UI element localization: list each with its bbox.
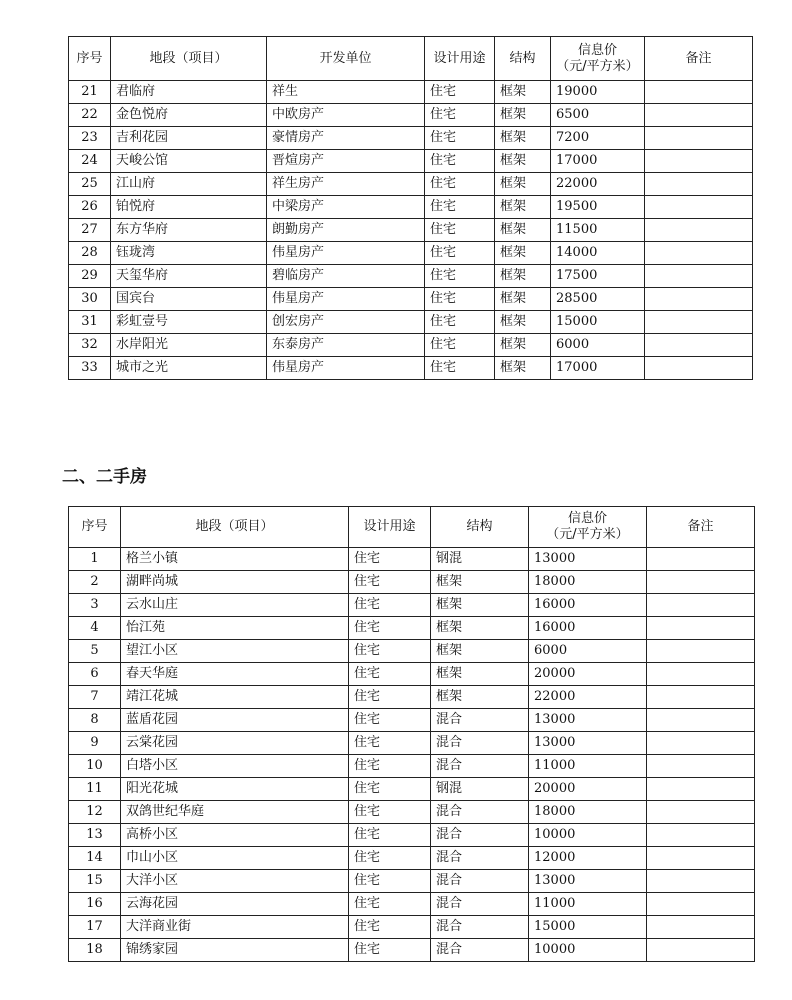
row-number: 1 (69, 548, 121, 571)
table-row (69, 334, 753, 357)
table-cell (645, 334, 753, 357)
table-cell: 住宅 (425, 288, 495, 311)
table-cell (647, 686, 755, 709)
table-row (69, 81, 753, 104)
table-cell (647, 709, 755, 732)
table-cell: 框架 (495, 127, 551, 150)
table-cell: 混合 (431, 732, 529, 755)
table-cell: 13000 (529, 548, 647, 571)
table-cell: 15000 (551, 311, 645, 334)
table-cell: 住宅 (425, 357, 495, 380)
table-cell: 住宅 (425, 173, 495, 196)
table-cell: 住宅 (349, 847, 431, 870)
table-cell (647, 594, 755, 617)
table-cell: 框架 (431, 594, 529, 617)
column-header: 序号 (69, 507, 121, 548)
table-cell: 钢混 (431, 548, 529, 571)
table-cell: 天峻公馆 (111, 150, 267, 173)
table-cell: 东方华府 (111, 219, 267, 242)
table-cell: 伟星房产 (267, 288, 425, 311)
table-row (69, 571, 755, 594)
table-cell (647, 870, 755, 893)
row-number: 32 (69, 334, 111, 357)
table-cell: 16000 (529, 594, 647, 617)
table-cell: 白塔小区 (121, 755, 349, 778)
table-cell: 住宅 (425, 265, 495, 288)
table-cell: 钰珑湾 (111, 242, 267, 265)
table-cell (645, 81, 753, 104)
table-row (69, 663, 755, 686)
row-number: 12 (69, 801, 121, 824)
table-row (69, 288, 753, 311)
table-row (69, 824, 755, 847)
table-cell: 铂悦府 (111, 196, 267, 219)
column-header: 设计用途 (425, 37, 495, 81)
table-cell: 湖畔尚城 (121, 571, 349, 594)
row-number: 24 (69, 150, 111, 173)
table-cell: 18000 (529, 801, 647, 824)
row-number: 5 (69, 640, 121, 663)
table-cell: 住宅 (349, 732, 431, 755)
table-cell: 祥生 (267, 81, 425, 104)
table-cell: 住宅 (349, 686, 431, 709)
table-cell: 11000 (529, 893, 647, 916)
table-cell: 高桥小区 (121, 824, 349, 847)
table-cell: 框架 (495, 173, 551, 196)
column-header: 备注 (645, 37, 753, 81)
table-cell (645, 173, 753, 196)
table-row (69, 173, 753, 196)
table-cell: 蓝盾花园 (121, 709, 349, 732)
table-row (69, 127, 753, 150)
table-row (69, 548, 755, 571)
table-cell: 17000 (551, 357, 645, 380)
table-cell (647, 755, 755, 778)
table-cell: 住宅 (425, 219, 495, 242)
table-header-row (69, 37, 753, 81)
row-number: 10 (69, 755, 121, 778)
table-cell: 混合 (431, 870, 529, 893)
table-cell: 住宅 (425, 104, 495, 127)
table-cell: 锦绣家园 (121, 939, 349, 962)
table-cell: 国宾台 (111, 288, 267, 311)
row-number: 23 (69, 127, 111, 150)
table-cell: 金色悦府 (111, 104, 267, 127)
table-cell: 17500 (551, 265, 645, 288)
table-cell: 框架 (431, 663, 529, 686)
second-hand-house-table (68, 506, 755, 962)
row-number: 16 (69, 893, 121, 916)
table-cell: 22000 (529, 686, 647, 709)
table-cell: 10000 (529, 939, 647, 962)
table-cell: 住宅 (349, 893, 431, 916)
table-cell: 20000 (529, 778, 647, 801)
table-cell: 城市之光 (111, 357, 267, 380)
table-row (69, 104, 753, 127)
table-cell: 巾山小区 (121, 847, 349, 870)
row-number: 33 (69, 357, 111, 380)
table-row (69, 709, 755, 732)
table-cell: 18000 (529, 571, 647, 594)
table-cell: 格兰小镇 (121, 548, 349, 571)
table-cell: 11500 (551, 219, 645, 242)
row-number: 4 (69, 617, 121, 640)
table-cell: 住宅 (349, 824, 431, 847)
table-row (69, 219, 753, 242)
table-cell (647, 548, 755, 571)
table-cell: 7200 (551, 127, 645, 150)
table-cell (645, 242, 753, 265)
table-cell: 祥生房产 (267, 173, 425, 196)
column-header: 备注 (647, 507, 755, 548)
table-cell: 住宅 (349, 709, 431, 732)
row-number: 25 (69, 173, 111, 196)
table-cell: 框架 (495, 196, 551, 219)
table-cell: 住宅 (425, 81, 495, 104)
table-cell: 朗勤房产 (267, 219, 425, 242)
table-cell (647, 824, 755, 847)
table-cell: 20000 (529, 663, 647, 686)
row-number: 6 (69, 663, 121, 686)
table-cell: 6500 (551, 104, 645, 127)
row-number: 11 (69, 778, 121, 801)
table-cell (647, 801, 755, 824)
table-cell: 创宏房产 (267, 311, 425, 334)
new-house-table (68, 36, 753, 380)
column-header: 开发单位 (267, 37, 425, 81)
table-cell: 19000 (551, 81, 645, 104)
table-cell: 水岸阳光 (111, 334, 267, 357)
row-number: 29 (69, 265, 111, 288)
row-number: 21 (69, 81, 111, 104)
row-number: 22 (69, 104, 111, 127)
row-number: 26 (69, 196, 111, 219)
table-cell: 6000 (529, 640, 647, 663)
table-cell: 13000 (529, 709, 647, 732)
table-cell: 框架 (431, 640, 529, 663)
table-cell: 17000 (551, 150, 645, 173)
row-number: 14 (69, 847, 121, 870)
table-cell: 碧临房产 (267, 265, 425, 288)
table-cell: 13000 (529, 870, 647, 893)
table-row (69, 686, 755, 709)
table-cell: 住宅 (349, 939, 431, 962)
table-row (69, 916, 755, 939)
table-cell: 东泰房产 (267, 334, 425, 357)
table-cell: 住宅 (425, 242, 495, 265)
table-cell: 19500 (551, 196, 645, 219)
row-number: 17 (69, 916, 121, 939)
table-cell: 伟星房产 (267, 357, 425, 380)
table-cell: 住宅 (425, 334, 495, 357)
table-row (69, 893, 755, 916)
table-cell (645, 311, 753, 334)
table-row (69, 939, 755, 962)
column-header: 信息价 （元/平方米） (529, 507, 647, 548)
table-cell: 住宅 (425, 196, 495, 219)
table-cell (645, 127, 753, 150)
row-number: 28 (69, 242, 111, 265)
table-cell: 大洋商业街 (121, 916, 349, 939)
table-cell: 框架 (495, 219, 551, 242)
table-cell (645, 357, 753, 380)
table-cell: 望江小区 (121, 640, 349, 663)
table-cell: 10000 (529, 824, 647, 847)
table-cell: 15000 (529, 916, 647, 939)
table-cell (647, 893, 755, 916)
table-cell: 春天华庭 (121, 663, 349, 686)
table-cell: 框架 (495, 242, 551, 265)
table-cell: 伟星房产 (267, 242, 425, 265)
table-cell: 22000 (551, 173, 645, 196)
table-cell (647, 571, 755, 594)
table-cell: 彩虹壹号 (111, 311, 267, 334)
table-cell: 云棠花园 (121, 732, 349, 755)
table-cell: 江山府 (111, 173, 267, 196)
row-number: 31 (69, 311, 111, 334)
table-cell: 住宅 (349, 617, 431, 640)
column-header: 结构 (495, 37, 551, 81)
table-cell: 住宅 (349, 548, 431, 571)
table-cell: 混合 (431, 847, 529, 870)
table-cell: 框架 (431, 686, 529, 709)
table-row (69, 196, 753, 219)
table-cell (647, 663, 755, 686)
table-cell: 云水山庄 (121, 594, 349, 617)
table-cell: 框架 (495, 81, 551, 104)
table-cell: 住宅 (349, 778, 431, 801)
table-cell: 框架 (495, 288, 551, 311)
table-cell: 云海花园 (121, 893, 349, 916)
row-number: 15 (69, 870, 121, 893)
table-row (69, 640, 755, 663)
table-cell: 框架 (495, 334, 551, 357)
table-cell: 框架 (431, 617, 529, 640)
table-cell: 28500 (551, 288, 645, 311)
row-number: 18 (69, 939, 121, 962)
table-cell (647, 847, 755, 870)
table-row (69, 732, 755, 755)
table-cell: 双鸽世纪华庭 (121, 801, 349, 824)
table-cell: 混合 (431, 824, 529, 847)
table-cell: 大洋小区 (121, 870, 349, 893)
table-cell: 住宅 (349, 640, 431, 663)
table-cell: 13000 (529, 732, 647, 755)
column-header: 信息价 （元/平方米） (551, 37, 645, 81)
table-cell: 天玺华府 (111, 265, 267, 288)
table-cell: 住宅 (425, 127, 495, 150)
row-number: 2 (69, 571, 121, 594)
table-cell: 框架 (495, 265, 551, 288)
column-header: 设计用途 (349, 507, 431, 548)
table-row (69, 594, 755, 617)
table-row (69, 870, 755, 893)
table-cell (647, 939, 755, 962)
table-cell: 吉利花园 (111, 127, 267, 150)
table-row (69, 847, 755, 870)
table-row (69, 778, 755, 801)
table-cell: 混合 (431, 755, 529, 778)
table-cell: 中欧房产 (267, 104, 425, 127)
table-row (69, 242, 753, 265)
table-cell: 混合 (431, 939, 529, 962)
table-cell (647, 778, 755, 801)
table-cell: 钢混 (431, 778, 529, 801)
table-cell: 混合 (431, 916, 529, 939)
table-cell: 住宅 (425, 311, 495, 334)
table-cell: 混合 (431, 893, 529, 916)
table-cell: 16000 (529, 617, 647, 640)
table-cell: 怡江苑 (121, 617, 349, 640)
table-header-row (69, 507, 755, 548)
table-cell: 混合 (431, 801, 529, 824)
table-cell: 12000 (529, 847, 647, 870)
table-cell: 晋煊房产 (267, 150, 425, 173)
table-cell (647, 916, 755, 939)
table-cell: 框架 (495, 150, 551, 173)
table-cell: 住宅 (349, 663, 431, 686)
table-cell: 混合 (431, 709, 529, 732)
table-row (69, 801, 755, 824)
table-row (69, 150, 753, 173)
table-cell (645, 104, 753, 127)
table-cell (647, 732, 755, 755)
table-cell: 6000 (551, 334, 645, 357)
table-cell (645, 288, 753, 311)
column-header: 地段（项目） (121, 507, 349, 548)
table-cell: 住宅 (349, 870, 431, 893)
column-header: 结构 (431, 507, 529, 548)
table-cell: 框架 (495, 104, 551, 127)
column-header: 序号 (69, 37, 111, 81)
table-row (69, 755, 755, 778)
table-row (69, 311, 753, 334)
row-number: 9 (69, 732, 121, 755)
table-cell: 豪情房产 (267, 127, 425, 150)
column-header: 地段（项目） (111, 37, 267, 81)
table-cell: 框架 (431, 571, 529, 594)
table-cell: 靖江花城 (121, 686, 349, 709)
row-number: 13 (69, 824, 121, 847)
table-row (69, 265, 753, 288)
row-number: 8 (69, 709, 121, 732)
table-cell: 住宅 (349, 594, 431, 617)
row-number: 27 (69, 219, 111, 242)
table-cell: 住宅 (349, 801, 431, 824)
table-cell: 框架 (495, 357, 551, 380)
table-cell: 住宅 (349, 571, 431, 594)
table-cell (645, 219, 753, 242)
table-cell: 框架 (495, 311, 551, 334)
row-number: 3 (69, 594, 121, 617)
table-row (69, 357, 753, 380)
table-cell: 君临府 (111, 81, 267, 104)
table-cell (647, 617, 755, 640)
section-title: 二、二手房 (62, 467, 147, 487)
table-cell (645, 150, 753, 173)
table-cell: 阳光花城 (121, 778, 349, 801)
table-cell (645, 265, 753, 288)
table-cell: 住宅 (425, 150, 495, 173)
table-cell: 住宅 (349, 755, 431, 778)
table-cell: 11000 (529, 755, 647, 778)
row-number: 30 (69, 288, 111, 311)
table-cell: 14000 (551, 242, 645, 265)
table-row (69, 617, 755, 640)
table-cell: 住宅 (349, 916, 431, 939)
table-cell: 中梁房产 (267, 196, 425, 219)
row-number: 7 (69, 686, 121, 709)
table-cell (647, 640, 755, 663)
table-cell (645, 196, 753, 219)
